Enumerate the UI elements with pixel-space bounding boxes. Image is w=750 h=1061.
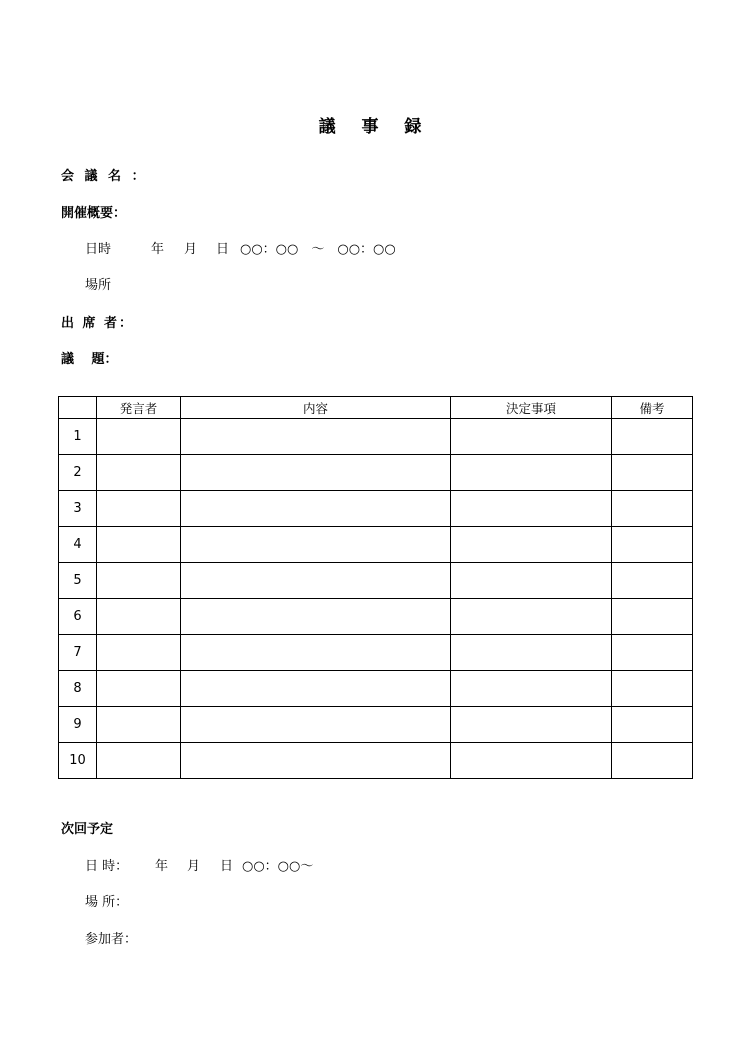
next-members-label: 参加者： [85,932,138,947]
row-number: 1 [59,419,97,455]
header-speaker: 発言者 [97,397,181,419]
header-remarks: 備考 [612,397,693,419]
remarks-cell[interactable] [612,527,693,563]
table-row [59,743,693,779]
speaker-cell[interactable] [97,707,181,743]
month-label: 月 [184,242,198,257]
place-label: 場所 [85,278,112,293]
remarks-cell[interactable] [612,419,693,455]
row-number: 3 [59,491,97,527]
next-day-label: 日 [220,859,234,874]
remarks-cell[interactable] [612,671,693,707]
content-cell[interactable] [181,491,451,527]
header-number [59,397,97,419]
decision-cell[interactable] [451,599,612,635]
decision-cell[interactable] [451,635,612,671]
row-number: 5 [59,563,97,599]
table-row [59,635,693,671]
remarks-cell[interactable] [612,599,693,635]
content-cell[interactable] [181,635,451,671]
decision-cell[interactable] [451,743,612,779]
table-header-row [59,397,693,419]
speaker-cell[interactable] [97,743,181,779]
minutes-table [58,396,693,779]
content-cell[interactable] [181,671,451,707]
speaker-cell[interactable] [97,419,181,455]
next-date-label: 日 時： [85,859,129,874]
table-row [59,599,693,635]
content-cell[interactable] [181,563,451,599]
decision-cell[interactable] [451,671,612,707]
speaker-cell[interactable] [97,635,181,671]
table-row [59,671,693,707]
content-cell[interactable] [181,707,451,743]
decision-cell[interactable] [451,455,612,491]
decision-cell[interactable] [451,707,612,743]
remarks-cell[interactable] [612,563,693,599]
decision-cell[interactable] [451,563,612,599]
row-number: 7 [59,635,97,671]
table-row [59,491,693,527]
speaker-cell[interactable] [97,563,181,599]
speaker-cell[interactable] [97,671,181,707]
speaker-cell[interactable] [97,527,181,563]
day-label: 日 [216,242,230,257]
meeting-name-label: 会 議 名 ： [61,169,148,184]
next-place-label: 場 所： [85,895,129,910]
document-title: 議 事 録 [318,117,432,137]
remarks-cell[interactable] [612,455,693,491]
next-month-label: 月 [187,859,201,874]
content-cell[interactable] [181,599,451,635]
decision-cell[interactable] [451,527,612,563]
row-number: 2 [59,455,97,491]
row-number: 8 [59,671,97,707]
content-cell[interactable] [181,419,451,455]
speaker-cell[interactable] [97,491,181,527]
header-decisions: 決定事項 [451,397,612,419]
remarks-cell[interactable] [612,491,693,527]
attendees-label: 出 席 者： [61,316,135,331]
table-row [59,563,693,599]
year-label: 年 [151,242,165,257]
table-row [59,419,693,455]
row-number: 4 [59,527,97,563]
datetime-label: 日時 [85,242,112,257]
table-row [59,455,693,491]
remarks-cell[interactable] [612,635,693,671]
next-time: ○○：○○～ [242,859,314,874]
content-cell[interactable] [181,455,451,491]
header-content: 内容 [181,397,451,419]
overview-label: 開催概要： [61,206,127,221]
decision-cell[interactable] [451,491,612,527]
row-number: 9 [59,707,97,743]
time-range: ○○：○○ ～ ○○：○○ [240,242,396,257]
next-year-label: 年 [155,859,169,874]
remarks-cell[interactable] [612,743,693,779]
agenda-label: 議 題： [61,352,118,367]
speaker-cell[interactable] [97,455,181,491]
remarks-cell[interactable] [612,707,693,743]
content-cell[interactable] [181,527,451,563]
speaker-cell[interactable] [97,599,181,635]
next-meeting-heading: 次回予定 [61,822,114,837]
row-number: 6 [59,599,97,635]
content-cell[interactable] [181,743,451,779]
row-number: 10 [59,743,97,779]
table-row [59,707,693,743]
decision-cell[interactable] [451,419,612,455]
table-row [59,527,693,563]
